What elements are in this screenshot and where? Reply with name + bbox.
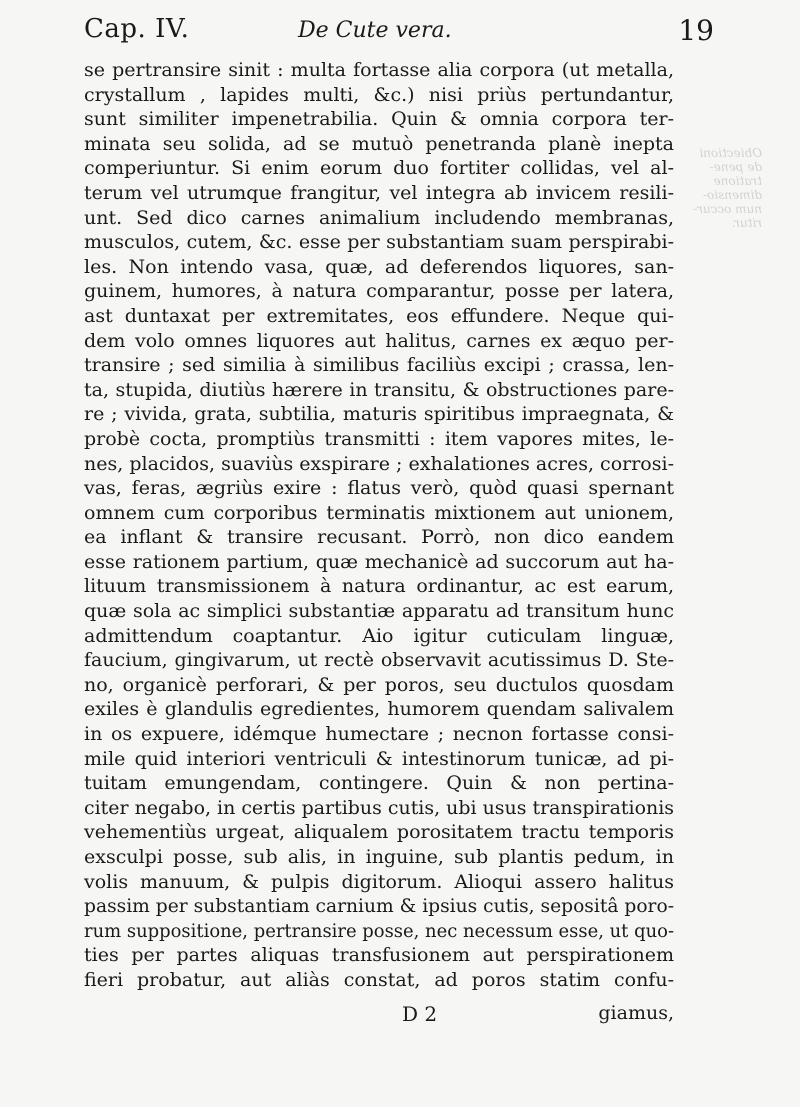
margin-note-line: tratione [713, 174, 762, 188]
text-line: quæ sola ac simplici substantiæ apparatu ad transitum hunc [84, 600, 674, 623]
text-line: fieri probatur, aut aliàs constat, ad poros statim confu- [84, 968, 674, 991]
body-text [84, 58, 674, 993]
text-line: ast duntaxat per extremitates, eos effundere. Neque qui- [84, 304, 674, 327]
text-line: volis manuum, & pulpis digitorum. Alioqui assero halitus [84, 870, 674, 893]
text-line: guinem, humores, à natura comparantur, posse per latera, [84, 280, 674, 303]
text-line: crystallum , lapides multi, &c.) nisi priùs pertundantur, [84, 83, 674, 106]
text-line: minata seu solida, ad se mutuò penetranda planè inepta [84, 132, 674, 155]
margin-note-line: ritur. [731, 216, 762, 230]
text-line: omnem cum corporibus terminatis mixtionem aut unionem, [84, 501, 674, 524]
text-line: vehementiùs urgeat, aliqualem porositatem tractu temporis [84, 821, 674, 844]
text-line: re ; vivida, grata, subtilia, maturis spiritibus impraegnata, & [84, 403, 674, 426]
text-line: ea inflant & transire recusant. Porrò, non dico eandem [84, 526, 674, 549]
text-line: les. Non intendo vasa, quæ, ad deferendos liquores, san- [84, 255, 674, 278]
text-line: exiles è glandulis egredientes, humorem quendam salivalem [84, 698, 674, 721]
text-line: esse rationem partium, quæ mechanicè ad succorum aut ha- [84, 550, 674, 573]
text-line: mile quid interiori ventriculi & intestinorum tunicæ, ad pi- [84, 747, 674, 770]
margin-note-line: dimensio- [702, 188, 762, 202]
show-through-margin-note [672, 146, 762, 230]
text-line: terum vel utrumque frangitur, vel integra ab invicem resili- [84, 181, 674, 204]
text-line: rum suppositione, pertransire posse, nec necessum esse, ut quo- [84, 919, 675, 942]
text-line: passim per substantiam carnium & ipsius cutis, sepositâ poro- [84, 895, 675, 918]
text-line: unt. Sed dico carnes animalium includendo membranas, [84, 206, 674, 229]
text-line: dem volo omnes liquores aut halitus, carnes ex æquo per- [84, 329, 674, 352]
text-line: probè cocta, promptiùs transmitti : item vapores mites, le- [84, 427, 674, 450]
text-line: tuitam emungendam, contingere. Quin & non pertina- [84, 772, 674, 795]
page-footer [84, 1002, 674, 1030]
text-line: no, organicè perforari, & per poros, seu ductulos quosdam [84, 673, 674, 696]
catchword: giamus, [598, 1002, 674, 1024]
text-line: citer negabo, in certis partibus cutis, ubi usus transpirationis [84, 796, 674, 819]
text-line: exsculpi posse, sub alis, in inguine, sub plantis pedum, in [84, 846, 674, 868]
text-line: faucium, gingivarum, ut rectè observavit acutissimus D. Ste- [84, 649, 674, 672]
running-title: De Cute vera. [298, 18, 452, 43]
text-line: admittendum coaptantur. Aio igitur cuticulam linguæ, [84, 624, 674, 647]
running-header [84, 14, 714, 58]
text-line: in os expuere, idémque humectare ; necnon fortasse consi- [84, 723, 674, 746]
chapter-label: Cap. IV. [84, 14, 190, 44]
text-line: vas, feras, ægriùs exire : flatus verò, quòd quasi spernant [84, 477, 674, 500]
signature-mark: D 2 [402, 1002, 438, 1026]
margin-note-line: num occur- [693, 202, 762, 216]
text-line: ta, stupida, diutiùs hærere in transitu, & obstructiones pare- [84, 378, 674, 401]
margin-note-line: Obiectioni [699, 146, 762, 160]
page-number: 19 [678, 14, 714, 47]
text-line: musculos, cutem, &c. esse per substantiam suam perspirabi- [84, 231, 674, 254]
margin-note-line: de pene- [709, 160, 762, 174]
text-line: nes, placidos, suaviùs exspirare ; exhalationes acres, corrosi- [84, 452, 674, 475]
text-line: sunt similiter impenetrabilia. Quin & omnia corpora ter- [84, 108, 674, 131]
text-line: se pertransire sinit : multa fortasse alia corpora (ut metalla, [84, 59, 674, 81]
text-line: lituum transmissionem à natura ordinantur, ac est earum, [84, 575, 674, 598]
text-line: ties per partes aliquas transfusionem aut perspirationem [84, 944, 674, 967]
text-line: transire ; sed similia à similibus faciliùs excipi ; crassa, len- [84, 354, 674, 377]
text-line: comperiuntur. Si enim eorum duo fortiter collidas, vel al- [84, 157, 674, 180]
